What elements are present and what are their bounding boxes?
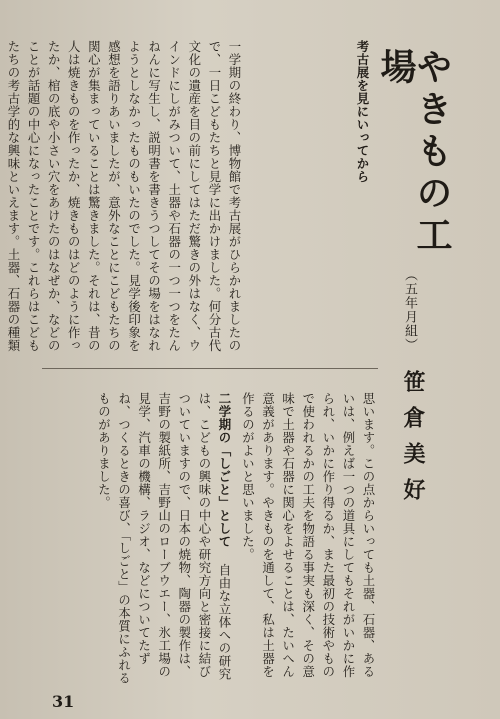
section-2-text: 思います。この点からいっても土器、石器、あるいは、例えば一つの道具にしてもそれがいかに作られ、いかに作り得るか、また最初の技術やもので使われるかの工夫を物語る事実も深く、その意味で土器や石器に関心をよせることは、たいへん意義があります。やきものを通して、私は土器を作るのがよいと思いました。 [240, 392, 376, 678]
article-title: やきもの工場 [375, 48, 453, 258]
page-number: 31 [52, 692, 75, 711]
section-3-text: 自由な立体への研究は、こどもの興味の中心や研究方向と密接に結びついていますので、日本の焼物、陶器の製作は、吉野の製紙所、吉野山のローブウエー、氷工場の見学、汽車の機構、ラジオ、などについてたずね、つくるときの喜び、「しごと」の本質にふれるものがありました。 [96, 392, 232, 685]
section-divider [42, 368, 378, 369]
section-3-heading: 二学期の「しごと」として [217, 392, 232, 548]
section-3-block [44, 392, 234, 688]
article-subtitle: （五年月組） [402, 268, 417, 352]
section-1-heading: 考古展を見にいってから [355, 40, 370, 183]
section-1-block [256, 40, 372, 356]
author-name: 笹倉美好 [400, 370, 426, 514]
section-1-text: 一学期の終わり、博物館で考古展がひらかれましたので、一日こどもたちと見学に出かけました。何分古代文化の遺産を目の前にしてはただ驚きの外はなく、ウインドにしがみついて、土器や石器の一つ一つをたんねんに写生し、説明書を書きうつしてその場をはなれようとしなかったものもいたのでした。見学後印象を感想を語りあいましたが、意外なことにこどもたちの関心が集まっていることは驚きました。それは、昔の人は焼きものを作ったか、焼きものはどのように作ったか、棺の底や小さい穴をあけたのはなぜか、などのことが話題の中心になったことです。これらはこどもたちの考古学的な興味といえます。土器、石器の種類 [5, 40, 242, 352]
